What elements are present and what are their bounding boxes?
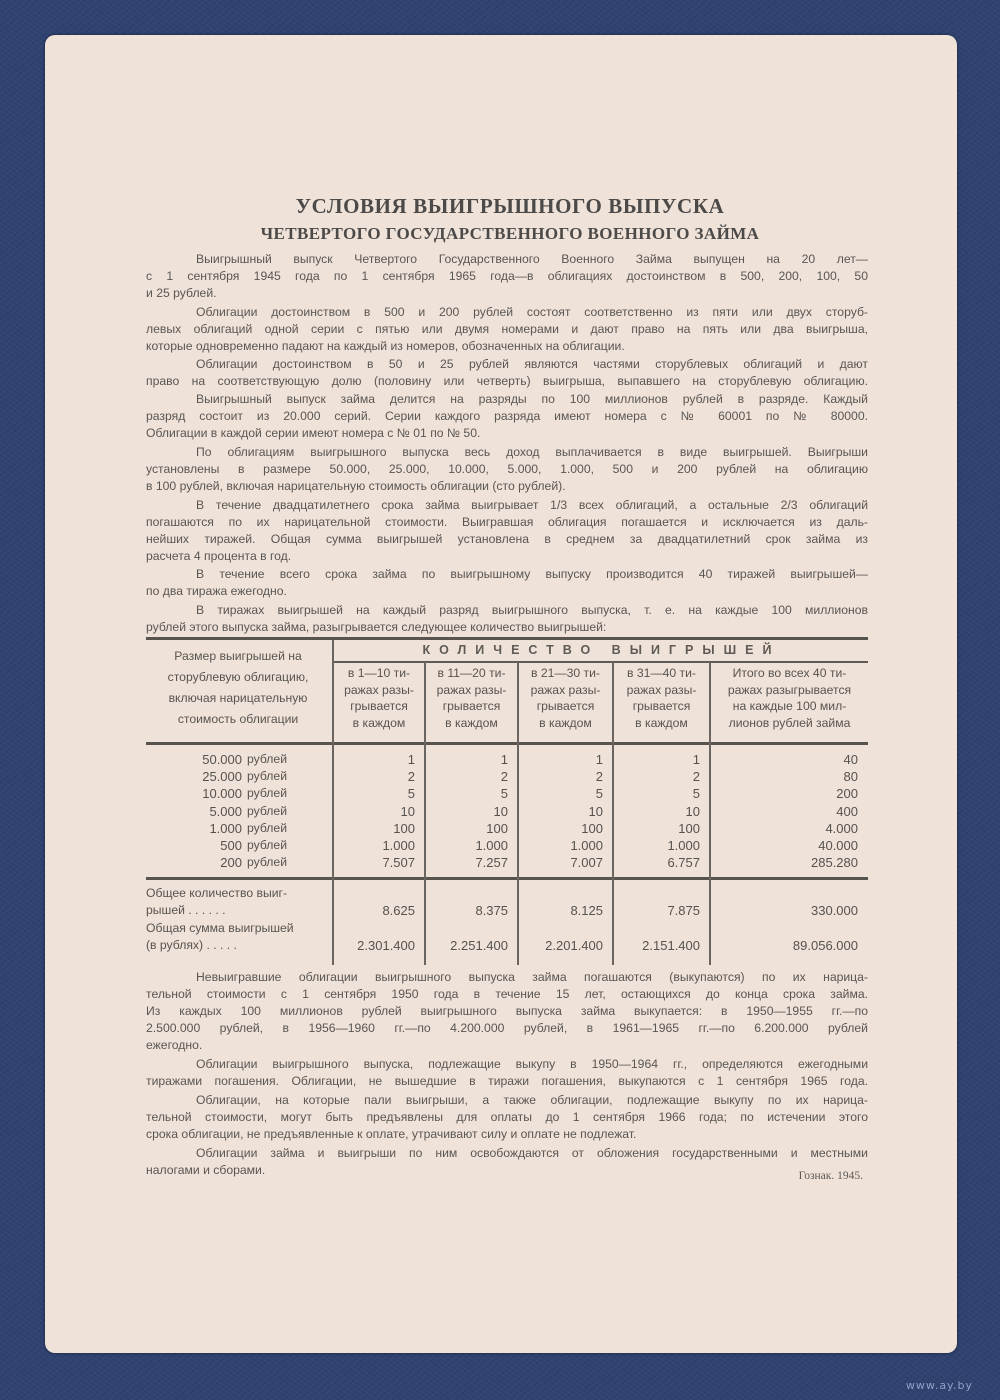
table-cell: 1 bbox=[692, 752, 700, 767]
column-header-line: в каждом bbox=[352, 715, 406, 730]
prize-amount: 200 bbox=[220, 855, 242, 871]
prize-amount: 5.000 bbox=[209, 803, 242, 819]
table-cell: 40 bbox=[843, 752, 858, 767]
text-line: с 1 сентября 1945 года по 1 сентября 1965 года—в облигациях достоинством в 500, 200, 100, 50 bbox=[146, 269, 868, 283]
prize-amount: 500 bbox=[220, 838, 242, 853]
table-cell: 1.000 bbox=[667, 838, 700, 853]
totals-cell: 8.125 bbox=[570, 903, 603, 918]
table-cell: 1.000 bbox=[570, 838, 603, 853]
column-header-line: в каждом bbox=[635, 715, 688, 730]
text-line: По облигациям выигрышного выпуска весь доход выплачивается в виде выигрышей. Выигрыши bbox=[196, 445, 868, 459]
column-header-line: грывается bbox=[536, 699, 595, 713]
prize-unit: рублей bbox=[247, 838, 288, 852]
table-cell: 200 bbox=[836, 786, 858, 802]
table-cell: 285.280 bbox=[811, 855, 858, 871]
column-header-line: лионов рублей займа bbox=[728, 715, 851, 730]
prize-amount: 25.000 bbox=[202, 769, 242, 785]
prize-unit: рублей bbox=[247, 855, 288, 870]
totals-cell: 7.875 bbox=[667, 903, 700, 918]
row-header-line: Размер выигрышей на bbox=[174, 649, 302, 663]
group-header-rule bbox=[333, 661, 868, 663]
prize-amount: 1.000 bbox=[209, 820, 242, 836]
table-cell: 4.000 bbox=[825, 820, 858, 836]
text-line: расчета 4 процента в год. bbox=[146, 549, 292, 563]
table-cell: 5 bbox=[500, 786, 508, 802]
table-cell: 1 bbox=[407, 752, 415, 767]
text-line: В тиражах выигрышей на каждый разряд выигрышного выпуска, т. е. на каждые 100 миллионов bbox=[196, 603, 868, 617]
text-line: рублей этого выпуска займа, разыгрывается следующее количество выигрышей: bbox=[146, 620, 607, 634]
printer-imprint: Гознак. 1945. bbox=[798, 1170, 863, 1182]
text-line: погашаются по их нарицательной стоимости. Выигравшая облигация погашается и исключается из даль- bbox=[146, 515, 868, 529]
column-header-line: в каждом bbox=[445, 715, 498, 730]
text-line: В течение двадцатилетнего срока займа выигрывает 1/3 всех облигаций, а остальные 2/3 облигаций bbox=[196, 498, 868, 512]
totals-cell: 2.251.400 bbox=[450, 938, 508, 953]
table-cell: 10 bbox=[685, 803, 700, 819]
text-line: левых облигаций одной серии с пятью или двумя номерами и дают право на пять или два выигрыша, bbox=[146, 322, 868, 336]
text-line: которые одновременно падают на каждый из номеров, обозначенных на облигации. bbox=[146, 339, 625, 353]
text-line: 2.500.000 рублей, в 1956—1960 гг.—по 4.200.000 рублей, в 1961—1965 гг.—по 6.200.000 рублей bbox=[146, 1021, 868, 1035]
row-header-line: сторублевую облигацию, bbox=[167, 670, 309, 684]
text-line: Облигации, на которые пали выигрыши, а также облигации, подлежащие выкупу по их нарица- bbox=[196, 1093, 868, 1107]
text-line: нейших тиражей. Общая сумма выигрышей установлена в среднем за двадцатилетний срок займа из bbox=[146, 532, 868, 546]
table-cell: 7.507 bbox=[382, 855, 415, 871]
column-header-line: ражах разы- bbox=[626, 682, 697, 697]
column-header-line: на каждые 100 мил- bbox=[732, 699, 847, 713]
title-line-1: УСЛОВИЯ ВЫИГРЫШНОГО ВЫПУСКА bbox=[295, 194, 725, 218]
column-header-line: в 1—10 ти- bbox=[347, 666, 411, 680]
column-header-line: Итого во всех 40 ти- bbox=[732, 666, 847, 680]
text-line: Из каждых 100 миллионов рублей выигрышного выпуска займа выкупается: в 1950—1955 гг.—по bbox=[146, 1004, 868, 1018]
table-cell: 100 bbox=[486, 820, 508, 836]
prize-unit: рублей bbox=[247, 752, 288, 766]
prize-unit: рублей bbox=[247, 820, 288, 835]
table-cell: 2 bbox=[407, 769, 415, 785]
text-line: в 100 рублей, включая нарицательную стоимость облигации (сто рублей). bbox=[146, 479, 566, 493]
table-cell: 400 bbox=[836, 803, 858, 819]
text-line: по два тиража ежегодно. bbox=[146, 584, 287, 598]
table-cell: 1.000 bbox=[382, 838, 415, 853]
text-line: тельной стоимости, могут быть предъявлены для оплаты до 1 сентября 1966 года; по истечении этого bbox=[146, 1110, 868, 1124]
table-cell: 6.757 bbox=[667, 855, 700, 871]
column-header-line: в 11—20 ти- bbox=[437, 666, 506, 680]
totals-cell: 2.301.400 bbox=[357, 938, 415, 953]
totals-label-line: (в рублях) . . . . . bbox=[146, 938, 237, 952]
header-bottom-rule bbox=[146, 742, 868, 745]
prize-amount: 50.000 bbox=[202, 752, 242, 767]
table-cell: 2 bbox=[500, 769, 508, 785]
column-header-line: грывается bbox=[442, 699, 501, 713]
column-header-line: ражах разы- bbox=[436, 682, 507, 697]
text-line: налогами и сборами. bbox=[146, 1163, 266, 1177]
table-cell: 2 bbox=[692, 769, 700, 785]
table-top-rule bbox=[146, 637, 868, 640]
table-cell: 40.000 bbox=[818, 838, 858, 853]
text-line: Выигрышный выпуск займа делится на разряды по 100 миллионов рублей в разряде. Каждый bbox=[196, 392, 868, 406]
row-header-line: стоимость облигации bbox=[177, 712, 299, 726]
text-line: Облигации в каждой серии имеют номера с № 01 по № 50. bbox=[146, 426, 481, 440]
watermark: www.ay.by bbox=[905, 1379, 973, 1392]
prize-unit: рублей bbox=[247, 786, 288, 801]
table-cell: 100 bbox=[581, 820, 603, 836]
text-line: и 25 рублей. bbox=[146, 286, 217, 300]
column-header-line: ражах разы- bbox=[530, 682, 601, 697]
table-cell: 100 bbox=[393, 820, 415, 836]
text-line: Облигации достоинством в 500 и 200 рублей состоят соответственно из пяти или двух сторуб- bbox=[196, 305, 868, 319]
text-line: Облигации достоинством в 50 и 25 рублей являются частями сторублевых облигаций и дают bbox=[196, 357, 868, 371]
table-cell: 80 bbox=[843, 769, 858, 785]
totals-label-line: Общее количество выиг- bbox=[146, 886, 288, 900]
totals-cell: 330.000 bbox=[811, 903, 858, 918]
table-cell: 1 bbox=[595, 752, 603, 767]
table-cell: 5 bbox=[407, 786, 415, 802]
text-line: право на соответствующую долю (половину или четверть) выигрыша, выпавшего на сторублевую облигацию. bbox=[146, 374, 868, 388]
totals-cell: 89.056.000 bbox=[792, 938, 858, 953]
table-cell: 7.257 bbox=[475, 855, 508, 871]
title-line-2: ЧЕТВЕРТОГО ГОСУДАРСТВЕННОГО ВОЕННОГО ЗАЙМА bbox=[260, 224, 760, 243]
totals-cell: 2.151.400 bbox=[642, 938, 700, 953]
table-cell: 5 bbox=[692, 786, 700, 802]
text-line: срока облигации, не предъявленные к оплате, утрачивают силу и оплате не подлежат. bbox=[146, 1127, 637, 1141]
prize-amount: 10.000 bbox=[202, 786, 242, 802]
table-cell: 10 bbox=[400, 803, 415, 819]
text-line: Выигрышный выпуск Четвертого Государственного Военного Займа выпущен на 20 лет— bbox=[196, 252, 868, 266]
table-cell: 2 bbox=[595, 769, 603, 785]
text-line: Облигации займа и выигрыши по ним освобождаются от обложения государственными и местными bbox=[196, 1146, 868, 1160]
text-line: Облигации выигрышного выпуска, подлежащие выкупу в 1950—1964 гг., определяются ежегодными bbox=[196, 1057, 868, 1071]
table-cell: 1 bbox=[500, 752, 508, 767]
row-header-line: включая нарицательную bbox=[168, 691, 308, 705]
column-header-line: в 31—40 ти- bbox=[627, 666, 696, 680]
text-line: тельной стоимости с 1 сентября 1950 года в течение 15 лет, остающихся до конца срока займа. bbox=[146, 987, 868, 1001]
table-cell: 1.000 bbox=[475, 838, 508, 853]
prize-unit: рублей bbox=[247, 769, 288, 784]
text-line: ежегодно. bbox=[146, 1038, 203, 1052]
totals-label-line: Общая сумма выигрышей bbox=[146, 921, 294, 935]
column-header-line: грывается bbox=[632, 699, 691, 713]
table-cell: 7.007 bbox=[570, 855, 603, 871]
text-line: установлены в размере 50.000, 25.000, 10.000, 5.000, 1.000, 500 и 200 рублей на облигацию bbox=[146, 462, 868, 476]
totals-label-line: рышей . . . . . . bbox=[146, 903, 226, 917]
text-line: разряд состоит из 20.000 серий. Серии каждого разряда имеют номера с № 60001 по № 80000. bbox=[146, 409, 868, 423]
table-cell: 10 bbox=[493, 803, 508, 819]
column-header-line: в 21—30 ти- bbox=[531, 666, 600, 680]
totals-cell: 8.625 bbox=[382, 903, 415, 918]
column-header-line: в каждом bbox=[539, 715, 592, 730]
totals-cell: 8.375 bbox=[475, 903, 508, 918]
table-cell: 10 bbox=[588, 803, 603, 819]
text-line: В течение всего срока займа по выигрышному выпуску производится 40 тиражей выигрышей— bbox=[196, 567, 868, 581]
body-bottom-rule bbox=[146, 877, 868, 880]
column-header-line: грывается bbox=[350, 699, 408, 713]
column-header-line: ражах разыгрывается bbox=[727, 682, 852, 697]
table-cell: 100 bbox=[678, 820, 700, 836]
table-cell: 5 bbox=[595, 786, 603, 802]
group-header: КОЛИЧЕСТВО ВЫИГРЫШЕЙ bbox=[422, 643, 781, 657]
text-line: Невыигравшие облигации выигрышного выпуска займа погашаются (выкупаются) по их нарица- bbox=[196, 970, 868, 984]
totals-cell: 2.201.400 bbox=[545, 938, 603, 953]
text-line: тиражами погашения. Облигации, не вышедшие в тиражи погашения, выкупаются с 1 сентября 1965 года. bbox=[146, 1074, 868, 1088]
column-header-line: ражах разы- bbox=[344, 682, 414, 697]
prize-unit: рублей bbox=[247, 803, 288, 818]
